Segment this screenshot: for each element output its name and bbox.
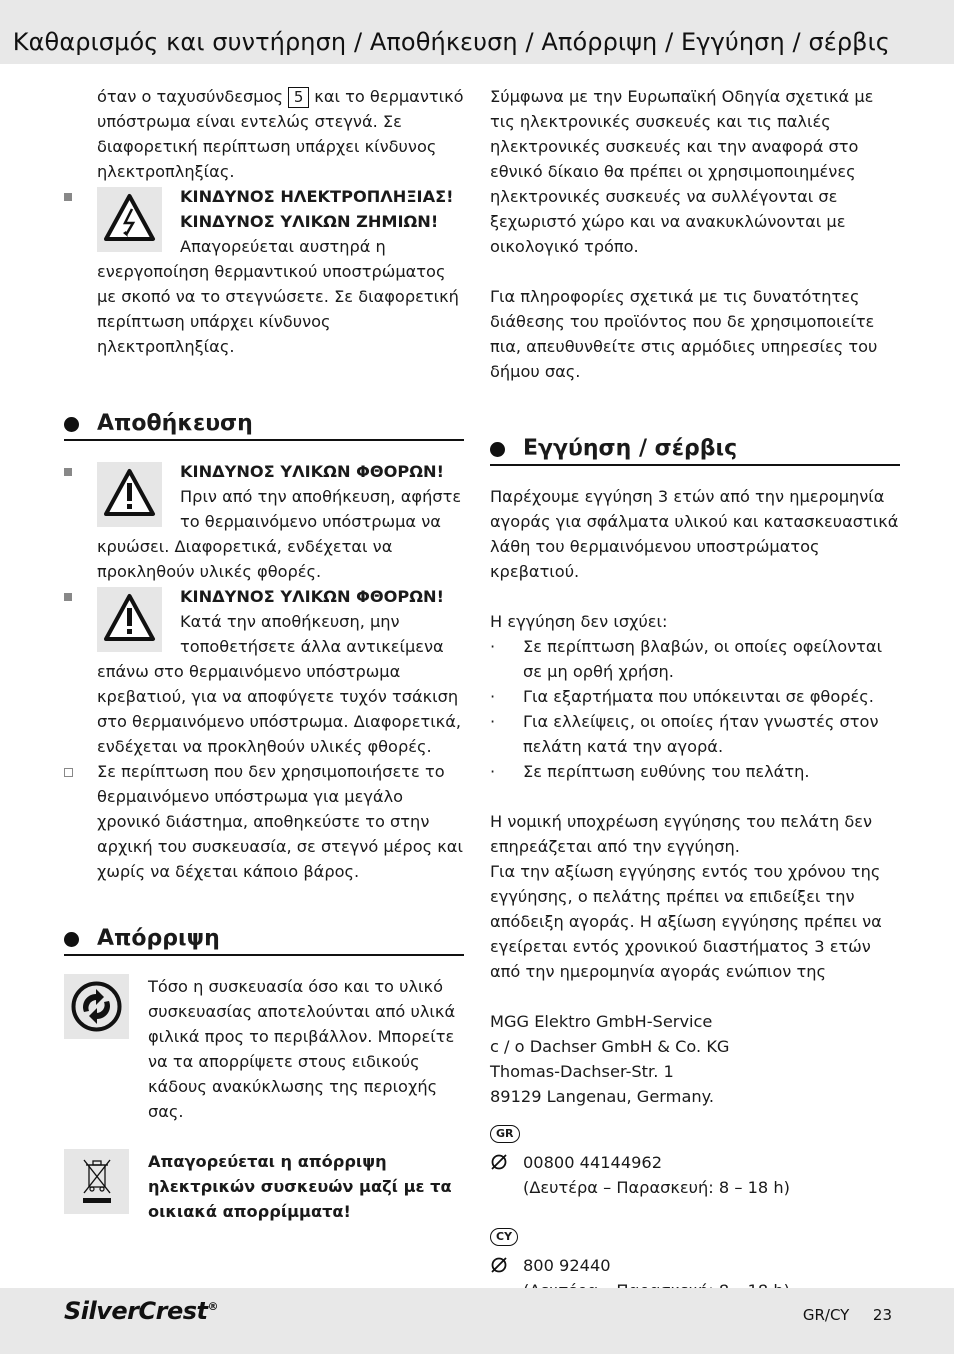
phone-icon	[490, 1153, 508, 1178]
disposal-heading: Απόρριψη	[64, 924, 464, 958]
brand-logo: SilverCrest®	[64, 1297, 218, 1325]
storage-note: Σε περίπτωση που δεν χρησιμοποιήσετε το θερμαινόμενο υπόστρωμα για μεγάλο χρονικό διάστημα, αποθηκεύστε το στην αρχική του συσκευασία, σε στεγνό μέρος και χωρίς να δέχεται κάποιο βάρος.	[64, 759, 464, 884]
warranty-not-valid: Η εγγύηση δεν ισχύει:	[490, 612, 668, 631]
heading-dot	[64, 417, 79, 432]
address-line: c / o Dachser GmbH & Co. KG	[490, 1037, 730, 1056]
warning-icon	[97, 462, 162, 527]
bullet-square	[64, 468, 72, 476]
heading-dot	[490, 442, 505, 457]
list-item: · Για εξαρτήματα που υπόκεινται σε φθορές.	[490, 687, 874, 706]
bullet-square	[64, 593, 72, 601]
storage-heading: Αποθήκευση	[64, 409, 464, 443]
list-item: · Σε περίπτωση βλαβών, οι οποίες οφείλονται σε μη ορθή χρήση.	[490, 637, 883, 681]
part-number-box: 5	[288, 87, 309, 108]
warning-icon	[97, 587, 162, 652]
recycling-row: Τόσο η συσκευασία όσο και το υλικό συσκευασίας αποτελούνται από υλικά φιλικά προς το περιβάλλον. Μπορείτε να τα απορρίψετε στους ειδικούς κάδους ανακύκλωσης της περιοχής σας.	[64, 974, 464, 1124]
crossed-bin-icon	[64, 1149, 129, 1214]
heading-dot	[64, 932, 79, 947]
right-column	[490, 84, 900, 1303]
green-dot-recycling-icon	[64, 974, 129, 1039]
legal-paragraph-2: Για την αξίωση εγγύησης εντός του χρόνου της εγγύησης, ο πελάτης πρέπει να επιδείξει την απόδειξη αγοράς. Η αξίωση εγγύησης πρέπει να εγείρεται εντός χρονικού διαστήματος 3 ετών από την ημερομηνία αγοράς ενώπιον της	[490, 862, 882, 981]
disposal-info-text: Για πληροφορίες σχετικά με τις δυνατότητες διάθεσης του προϊόντος που δε χρησιμοποιείτε πια, απευθυνθείτε στις αρμόδιες υπηρεσίες του δήμου σας.	[490, 287, 878, 381]
hotline-gr: 00800 44144962 (Δευτέρα – Παρασκευή: 8 – 18 h)	[490, 1150, 900, 1200]
electric-hazard-icon	[97, 187, 162, 252]
list-item: · Για ελλείψεις, οι οποίες ήταν γνωστές στον πελάτη κατά την αγορά.	[490, 712, 879, 756]
page-number: 23	[872, 1306, 892, 1324]
page-title: Καθαρισμός και συντήρηση / Αποθήκευση / Απόρριψη / Εγγύηση / σέρβις	[12, 28, 890, 56]
warranty-heading: Εγγύηση / σέρβις	[490, 434, 900, 468]
address-line: 89129 Langenau, Germany.	[490, 1087, 715, 1106]
warning-storage-2: ΚΙΝΔΥΝΟΣ ΥΛΙΚΩΝ ΦΘΟΡΩΝ! Κατά την αποθήκευση, μην τοποθετήσετε άλλα αντικείμενα επάνω στο θερμαινόμενο υπόστρωμα κρεβατιού, για να αποφύγετε τυχόν τσάκιση στο θερμαινόμενο υπόστρωμα. Διαφορετικά, ενδέχεται να προκληθούν υλικές φθορές.	[64, 584, 464, 759]
phone-icon	[490, 1256, 508, 1281]
weee-row: Απαγορεύεται η απόρριψη ηλεκτρικών συσκευών μαζί με τα οικιακά απορρίμματα!	[64, 1149, 464, 1224]
left-column	[64, 84, 464, 1224]
locale-label: GR/CY	[802, 1306, 850, 1324]
hotline-cy: 800 92440	[490, 1253, 900, 1303]
legal-paragraph-1: Η νομική υποχρέωση εγγύησης του πελάτη δεν επηρεάζεται από την εγγύηση.	[490, 812, 873, 856]
list-item: · Σε περίπτωση ευθύνης του πελάτη.	[490, 762, 810, 781]
country-badge-cy: CY	[490, 1228, 518, 1246]
bullet-square	[64, 193, 72, 201]
eu-directive-text: Σύμφωνα με την Ευρωπαϊκή Οδηγία σχετικά με τις ηλεκτρονικές συσκευές και τις παλιές ηλεκτρονικές συσκευές και την αναφορά στο εθνικό δίκαιο θα πρέπει οι χρησιμοποιημένες ηλεκτρονικές συσκευές να συλλέγονται σε ξεχωριστό χώρο και να ανακυκλώνονται με οικολογικό τρόπο.	[490, 87, 874, 256]
page-footer-info	[803, 1306, 892, 1324]
warning-storage-1: ΚΙΝΔΥΝΟΣ ΥΛΙΚΩΝ ΦΘΟΡΩΝ! Πριν από την αποθήκευση, αφήστε το θερμαινόμενο υπόστρωμα να κρυώσει. Διαφορετικά, ενδέχεται να προκληθούν υλικές φθορές.	[64, 459, 464, 584]
bullet-open-square	[64, 768, 73, 777]
address-line: MGG Elektro GmbH-Service	[490, 1012, 713, 1031]
address-line: Thomas-Dachser-Str. 1	[490, 1062, 674, 1081]
country-badge-gr: GR	[490, 1125, 520, 1143]
warning-electric: ΚΙΝΔΥΝΟΣ ΗΛΕΚΤΡΟΠΛΗΞΙΑΣ! ΚΙΝΔΥΝΟΣ ΥΛΙΚΩΝ ΖΗΜΙΩΝ! Απαγορεύεται αυστηρά η ενεργοποίηση θερμαντικού υποστρώματος με σκοπό να το στεγνώσετε. Σε διαφορετική περίπτωση υπάρχει κίνδυνος ηλεκτροπληξίας.	[64, 184, 464, 359]
intro-paragraph: όταν ο ταχυσύνδεσμος 5 και το θερμαντικό υπόστρωμα είναι εντελώς στεγνά. Σε διαφορετική περίπτωση υπάρχει κίνδυνος ηλεκτροπληξίας.	[97, 87, 464, 181]
warranty-paragraph: Παρέχουμε εγγύηση 3 ετών από την ημερομηνία αγοράς για σφάλματα υλικού και κατασκευαστικά λάθη του θερμαινόμενου υποστρώματος κρεβατιού.	[490, 487, 899, 581]
